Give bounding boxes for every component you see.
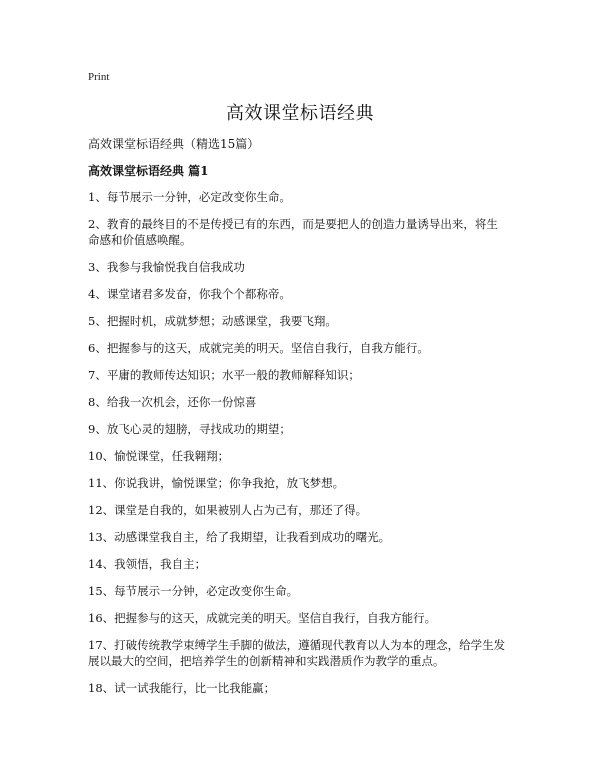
list-item: 8、给我一次机会，还你一份惊喜 [88,395,257,409]
slogan-list [88,189,508,707]
list-item: 6、把握参与的这天，成就完美的明天。坚信自我行，自我方能行。 [88,341,429,355]
document-subtitle: 高效课堂标语经典（精选15篇） [88,137,260,151]
list-item: 1、每节展示一分钟，必定改变你生命。 [88,190,291,204]
list-item: 15、每节展示一分钟，必定改变你生命。 [88,584,299,598]
list-item: 17、打破传统教学束缚学生手脚的做法，遵循现代教育以人为本的理念，给学生发展以最大的空间，把培养学生的创新精神和实践潜质作为教学的重点。 [88,638,506,668]
list-item: 13、动感课堂我自主，给了我期望，让我看到成功的曙光。 [88,530,391,544]
document-title: 高效课堂标语经典 [226,103,374,124]
list-item: 7、平庸的教师传达知识；水平一般的教师解释知识； [88,368,360,382]
list-item: 18、试一试我能行，比一比我能赢； [88,681,276,695]
list-item: 11、你说我讲，愉悦课堂；你争我抢，放飞梦想。 [88,476,345,490]
list-item: 9、放飞心灵的翅膀，寻找成功的期望； [88,422,291,436]
list-item: 2、教育的最终目的不是传授已有的东西，而是要把人的创造力量诱导出来，将生命感和价值感唤醒。 [88,217,498,247]
list-item: 5、把握时机，成就梦想；动感课堂，我要飞翔。 [88,314,337,328]
section-heading: 高效课堂标语经典 篇1 [88,164,209,178]
print-link[interactable]: Print [88,71,110,83]
list-item: 16、把握参与的这天，成就完美的明天。坚信自我行，自我方能行。 [88,611,437,625]
list-item: 12、课堂是自我的，如果被别人占为己有，那还了得。 [88,503,368,517]
list-item: 3、我参与我愉悦我自信我成功 [88,260,245,274]
list-item: 4、课堂诸君多发奋，你我个个都称帝。 [88,287,291,301]
list-item: 14、我领悟，我自主； [88,557,207,571]
list-item: 10、愉悦课堂，任我翱翔； [88,449,230,463]
